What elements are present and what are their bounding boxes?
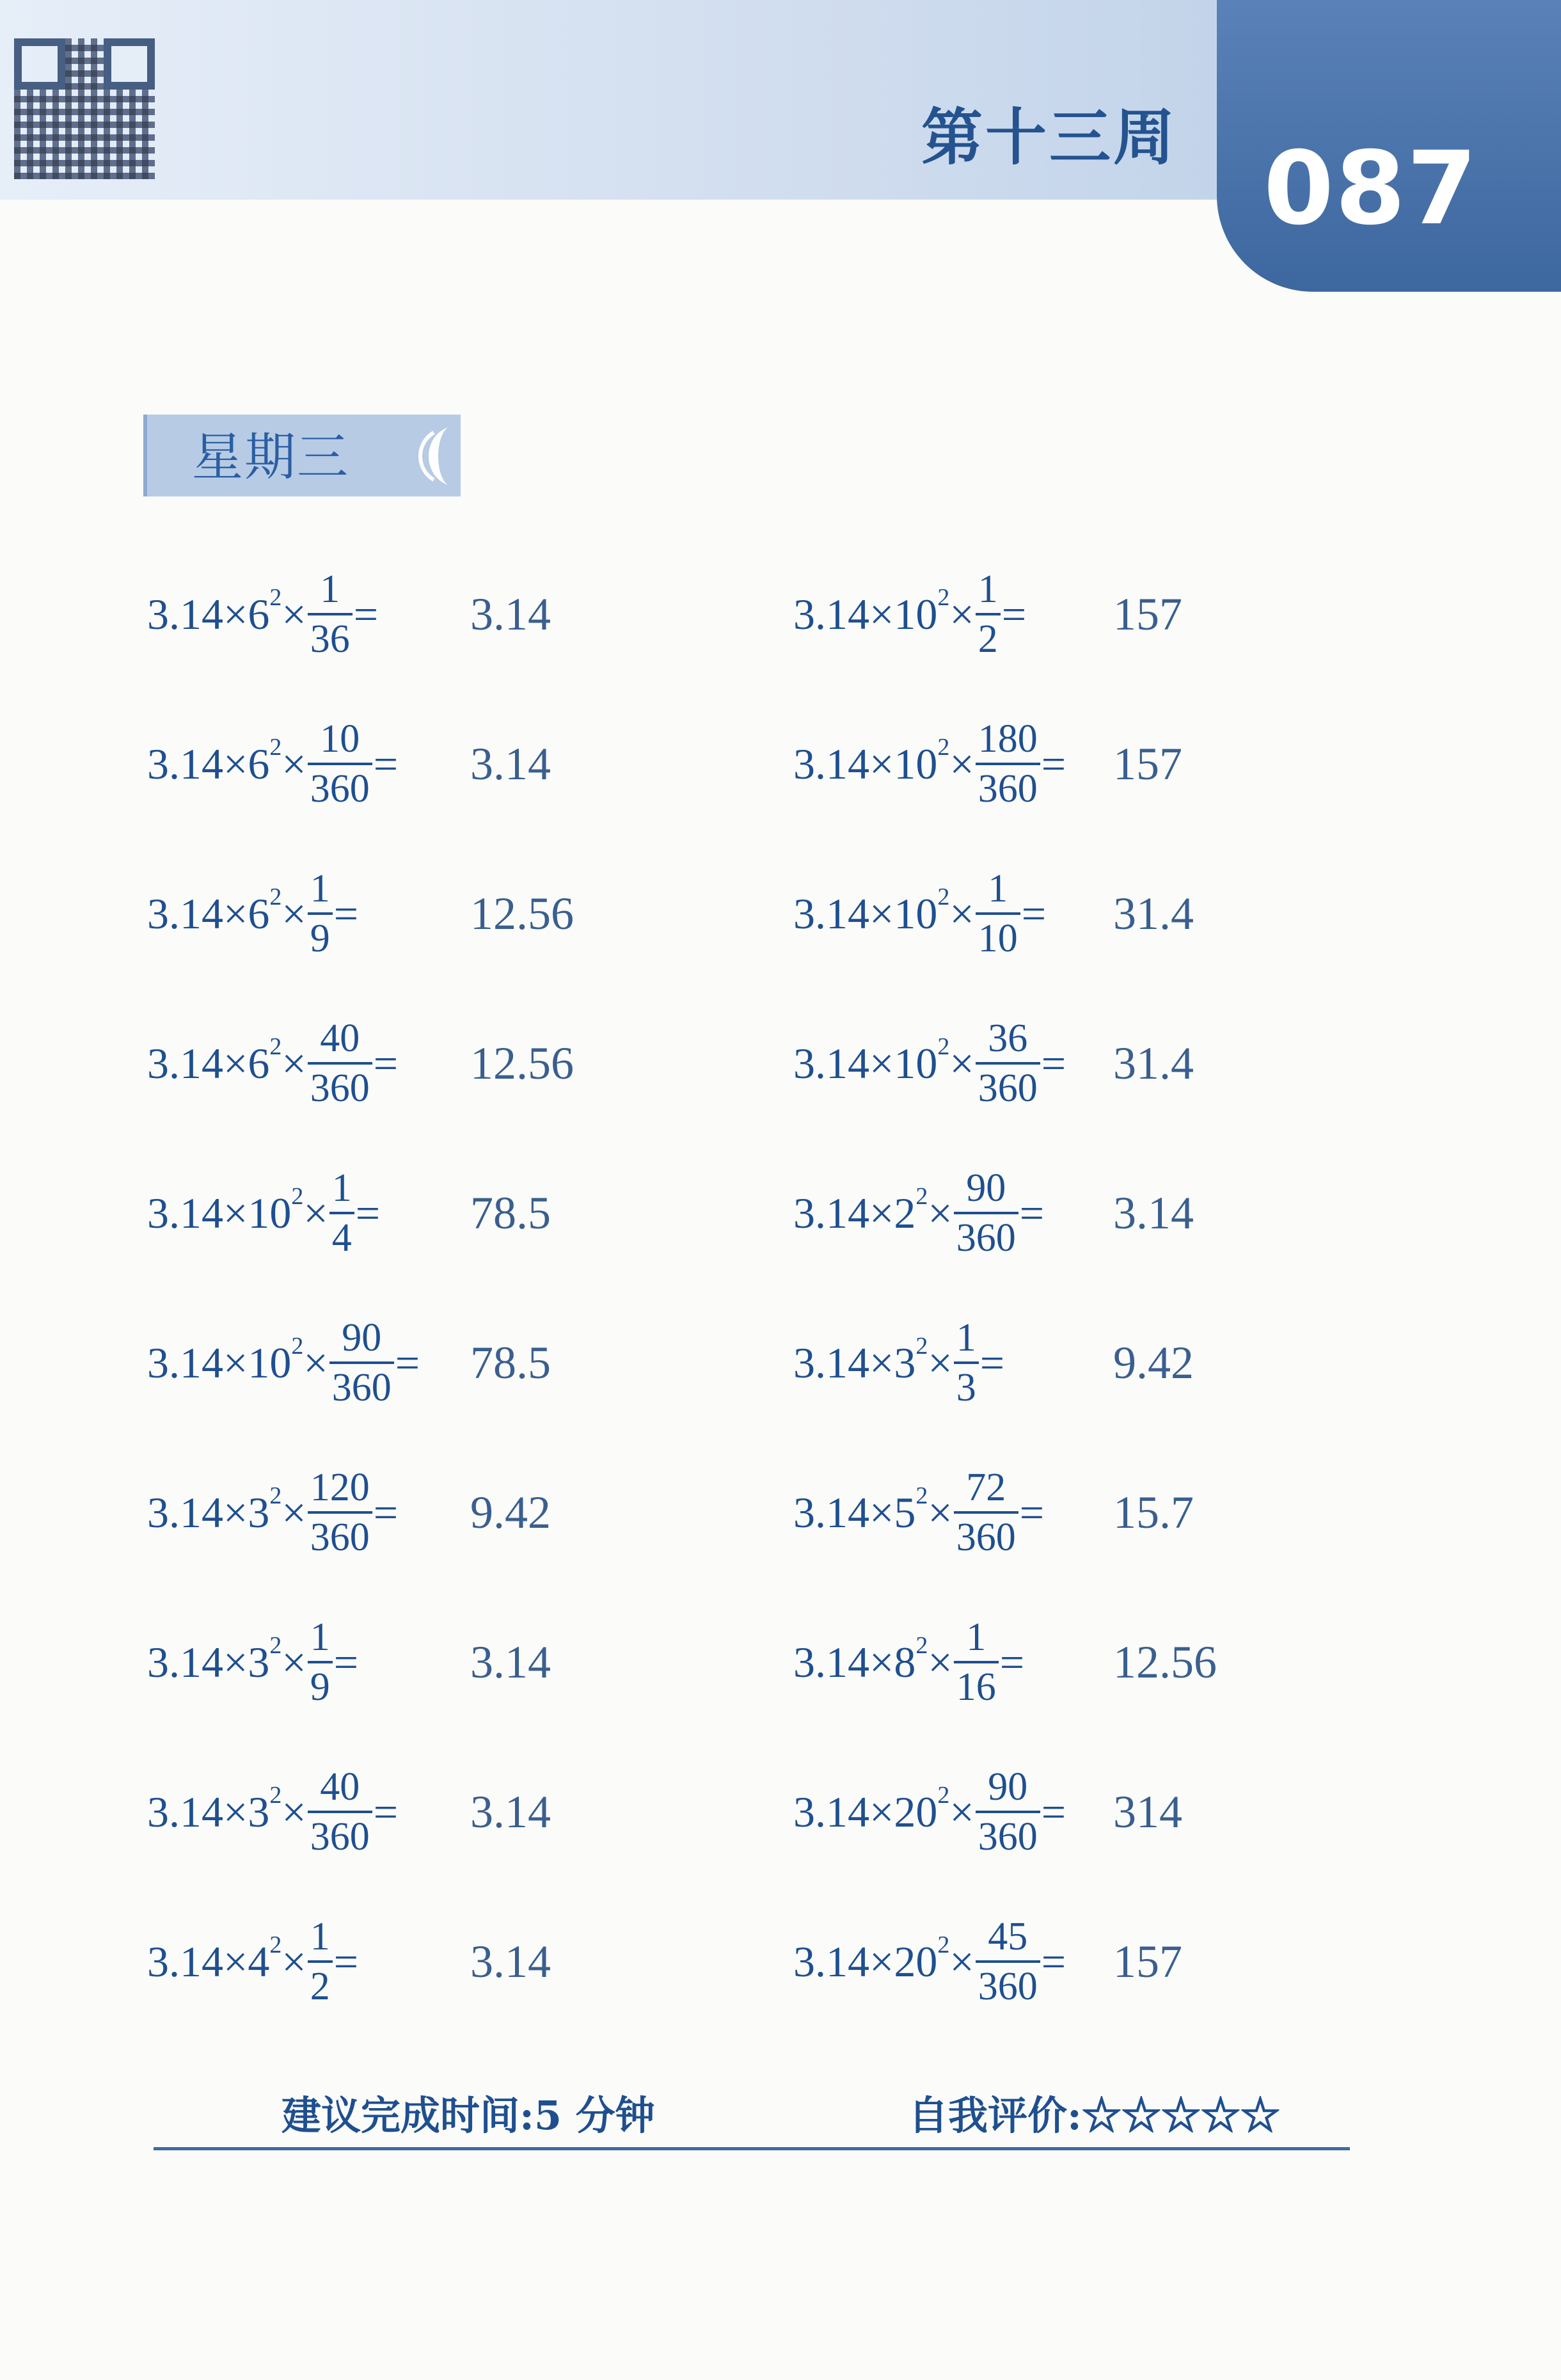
handwritten-answer: 3.14 — [470, 1936, 551, 1987]
handwritten-answer: 12.56 — [1113, 1637, 1217, 1688]
coefficient: 3.14 — [147, 1188, 223, 1237]
times-sign: × — [869, 889, 894, 938]
equals-sign: = — [373, 739, 399, 788]
problem-item — [793, 1767, 1066, 1857]
base: 10 — [248, 1338, 292, 1387]
base: 6 — [248, 739, 270, 788]
times-sign: × — [869, 1637, 894, 1686]
qr-code-icon — [14, 38, 155, 179]
fraction — [308, 1019, 372, 1108]
coefficient: 3.14 — [793, 1038, 869, 1088]
exponent: 2 — [937, 734, 950, 761]
footer-divider — [154, 2147, 1350, 2150]
problem-expression — [793, 1468, 1044, 1557]
times-sign: × — [869, 739, 894, 788]
week-title: 第十三周 — [921, 102, 1177, 173]
problem-item — [793, 869, 1046, 958]
exponent: 2 — [269, 1632, 282, 1659]
handwritten-answer: 9.42 — [470, 1487, 551, 1538]
problem-expression — [147, 1468, 398, 1557]
coefficient: 3.14 — [793, 1637, 869, 1686]
denominator: 360 — [976, 1811, 1040, 1857]
handwritten-answer: 3.14 — [470, 1637, 551, 1688]
problem-item — [793, 1019, 1066, 1108]
times-sign: × — [223, 1188, 248, 1237]
numerator: 36 — [988, 1017, 1028, 1060]
equals-sign: = — [999, 1637, 1025, 1686]
base: 20 — [894, 1937, 938, 1986]
base: 10 — [248, 1188, 292, 1237]
problem-item — [147, 569, 378, 659]
equals-sign: = — [333, 1937, 359, 1986]
fraction — [308, 1917, 333, 2006]
exponent: 2 — [915, 1632, 928, 1659]
exponent: 2 — [937, 1782, 950, 1809]
fraction — [308, 1617, 333, 1707]
problem-expression — [147, 1019, 398, 1108]
equals-sign: = — [1041, 1038, 1066, 1088]
equals-sign: = — [1041, 1787, 1066, 1836]
day-label: 星期三 — [192, 427, 349, 487]
base: 2 — [894, 1188, 916, 1237]
fraction — [976, 1019, 1040, 1108]
base: 8 — [894, 1637, 916, 1686]
times-sign: × — [281, 589, 306, 639]
fraction — [954, 1468, 1018, 1557]
exponent: 2 — [269, 1782, 282, 1809]
times-sign: × — [949, 589, 974, 639]
base: 20 — [894, 1787, 938, 1836]
denominator: 9 — [308, 1661, 333, 1707]
times-sign: × — [869, 1188, 894, 1237]
problem-expression — [147, 1168, 380, 1258]
exponent: 2 — [269, 1482, 282, 1509]
denominator: 360 — [308, 1062, 372, 1108]
coefficient: 3.14 — [147, 1488, 223, 1537]
handwritten-answer: 3.14 — [470, 738, 551, 789]
numerator: 1 — [988, 867, 1008, 910]
fraction — [976, 1917, 1040, 2006]
base: 3 — [248, 1488, 270, 1537]
coefficient: 3.14 — [147, 589, 223, 639]
fraction — [954, 1318, 979, 1408]
equals-sign: = — [333, 1637, 359, 1686]
denominator: 9 — [308, 912, 333, 958]
numerator: 40 — [320, 1017, 360, 1060]
handwritten-answer: 12.56 — [470, 1038, 574, 1089]
equals-sign: = — [373, 1787, 399, 1836]
fraction — [329, 1318, 394, 1408]
problem-item — [147, 719, 398, 809]
handwritten-answer: 157 — [1113, 1936, 1182, 1987]
exponent: 2 — [915, 1183, 928, 1210]
times-sign: × — [223, 1937, 248, 1986]
problem-item — [793, 1168, 1044, 1258]
exponent: 2 — [915, 1482, 928, 1509]
coefficient: 3.14 — [147, 739, 223, 788]
coefficient: 3.14 — [147, 1637, 223, 1686]
times-sign: × — [949, 889, 974, 938]
equals-sign: = — [1001, 589, 1027, 639]
fraction — [976, 869, 1020, 958]
times-sign: × — [281, 1937, 306, 1986]
times-sign: × — [928, 1637, 953, 1686]
exponent: 2 — [269, 1033, 282, 1060]
problem-expression — [793, 569, 1026, 659]
times-sign: × — [949, 1937, 974, 1986]
coefficient: 3.14 — [793, 889, 869, 938]
fraction — [308, 569, 353, 659]
denominator: 36 — [308, 613, 353, 659]
denominator: 10 — [976, 912, 1020, 958]
equals-sign: = — [1019, 1488, 1045, 1537]
times-sign: × — [281, 1637, 306, 1686]
denominator: 3 — [954, 1361, 979, 1408]
times-sign: × — [281, 1488, 306, 1537]
problem-expression — [793, 1617, 1024, 1707]
handwritten-answer: 78.5 — [470, 1187, 551, 1239]
times-sign: × — [928, 1188, 953, 1237]
handwritten-answer: 3.14 — [470, 1786, 551, 1837]
base: 6 — [248, 889, 270, 938]
times-sign: × — [223, 1338, 248, 1387]
fraction — [976, 1767, 1040, 1857]
times-sign: × — [869, 1338, 894, 1387]
times-sign: × — [928, 1338, 953, 1387]
handwritten-answer: 31.4 — [1113, 1038, 1194, 1089]
coefficient: 3.14 — [147, 1038, 223, 1088]
coefficient: 3.14 — [147, 1338, 223, 1387]
coefficient: 3.14 — [793, 1188, 869, 1237]
handwritten-answer: 9.42 — [1113, 1337, 1194, 1388]
equals-sign: = — [1041, 1937, 1066, 1986]
denominator: 16 — [954, 1661, 999, 1707]
denominator: 4 — [329, 1212, 354, 1258]
handwritten-answer: 12.56 — [470, 888, 574, 939]
numerator: 40 — [320, 1765, 360, 1809]
handwritten-answer: 157 — [1113, 738, 1182, 789]
exponent: 2 — [269, 734, 282, 761]
equals-sign: = — [395, 1338, 420, 1387]
exponent: 2 — [291, 1333, 304, 1360]
problem-expression — [147, 1917, 358, 2006]
problem-expression — [793, 869, 1046, 958]
problem-expression — [793, 1318, 1004, 1408]
numerator: 90 — [342, 1316, 382, 1360]
base: 5 — [894, 1488, 916, 1537]
base: 10 — [894, 589, 938, 639]
coefficient: 3.14 — [793, 1937, 869, 1986]
problem-item — [147, 869, 358, 958]
times-sign: × — [281, 1038, 306, 1088]
denominator: 360 — [308, 1511, 372, 1557]
numerator: 120 — [310, 1466, 370, 1509]
crescent-icon — [409, 421, 454, 491]
numerator: 45 — [988, 1915, 1028, 1958]
times-sign: × — [223, 1488, 248, 1537]
base: 10 — [894, 1038, 938, 1088]
times-sign: × — [869, 1488, 894, 1537]
problem-expression — [793, 1917, 1066, 2006]
coefficient: 3.14 — [793, 1338, 869, 1387]
coefficient: 3.14 — [793, 1488, 869, 1537]
handwritten-answer: 31.4 — [1113, 888, 1194, 939]
fraction — [976, 569, 1001, 659]
handwritten-answer: 15.7 — [1113, 1487, 1194, 1538]
base: 3 — [248, 1637, 270, 1686]
equals-sign: = — [353, 589, 379, 639]
exponent: 2 — [937, 584, 950, 611]
base: 6 — [248, 589, 270, 639]
handwritten-answer: 78.5 — [470, 1337, 551, 1388]
denominator: 2 — [976, 613, 1001, 659]
numerator: 90 — [966, 1166, 1006, 1210]
problem-expression — [793, 1019, 1066, 1108]
coefficient: 3.14 — [147, 1937, 223, 1986]
problem-expression — [793, 1767, 1066, 1857]
problem-item — [793, 1468, 1044, 1557]
handwritten-answer: 157 — [1113, 589, 1182, 640]
equals-sign: = — [373, 1038, 399, 1088]
numerator: 72 — [966, 1466, 1006, 1509]
coefficient: 3.14 — [147, 889, 223, 938]
denominator: 360 — [308, 763, 372, 809]
exponent: 2 — [291, 1183, 304, 1210]
handwritten-answer: 3.14 — [1113, 1187, 1194, 1239]
problem-item — [147, 1617, 358, 1707]
times-sign: × — [223, 889, 248, 938]
times-sign: × — [223, 739, 248, 788]
problem-expression — [793, 719, 1066, 809]
base: 10 — [894, 889, 938, 938]
fraction — [329, 1168, 354, 1258]
problem-item — [147, 1917, 358, 2006]
problem-expression — [147, 569, 378, 659]
numerator: 1 — [320, 567, 340, 611]
times-sign: × — [869, 1937, 894, 1986]
problem-item — [147, 1468, 398, 1557]
denominator: 360 — [976, 1960, 1040, 2006]
denominator: 360 — [954, 1511, 1018, 1557]
problem-expression — [147, 1617, 358, 1707]
times-sign: × — [303, 1338, 328, 1387]
numerator: 90 — [988, 1765, 1028, 1809]
times-sign: × — [281, 739, 306, 788]
denominator: 360 — [976, 763, 1040, 809]
denominator: 360 — [308, 1811, 372, 1857]
times-sign: × — [949, 739, 974, 788]
equals-sign: = — [979, 1338, 1005, 1387]
times-sign: × — [223, 1637, 248, 1686]
numerator: 1 — [310, 1915, 330, 1958]
problem-expression — [147, 719, 398, 809]
numerator: 1 — [966, 1615, 987, 1659]
problem-item — [793, 1917, 1066, 2006]
fraction — [976, 719, 1040, 809]
problem-expression — [147, 869, 358, 958]
equals-sign: = — [1041, 739, 1066, 788]
coefficient: 3.14 — [793, 1787, 869, 1836]
fraction — [308, 1767, 372, 1857]
base: 3 — [248, 1787, 270, 1836]
coefficient: 3.14 — [147, 1787, 223, 1836]
numerator: 1 — [956, 1316, 976, 1360]
exponent: 2 — [269, 1932, 282, 1958]
problem-item — [147, 1168, 380, 1258]
times-sign: × — [223, 1787, 248, 1836]
exponent: 2 — [937, 1932, 950, 1958]
times-sign: × — [869, 589, 894, 639]
problem-expression — [147, 1767, 398, 1857]
base: 6 — [248, 1038, 270, 1088]
exponent: 2 — [937, 1033, 950, 1060]
equals-sign: = — [355, 1188, 381, 1237]
fraction — [308, 719, 372, 809]
problem-item — [147, 1019, 398, 1108]
times-sign: × — [928, 1488, 953, 1537]
equals-sign: = — [373, 1488, 399, 1537]
problem-expression — [793, 1168, 1044, 1258]
problem-item — [793, 719, 1066, 809]
problem-item — [147, 1318, 420, 1408]
fraction — [954, 1617, 999, 1707]
equals-sign: = — [1021, 889, 1047, 938]
problem-item — [793, 1318, 1004, 1408]
page-number: 087 — [1264, 130, 1478, 248]
numerator: 1 — [310, 1615, 330, 1659]
times-sign: × — [223, 1038, 248, 1088]
fraction — [954, 1168, 1018, 1258]
times-sign: × — [869, 1787, 894, 1836]
denominator: 2 — [308, 1960, 333, 2006]
numerator: 1 — [310, 867, 330, 910]
exponent: 2 — [937, 884, 950, 910]
handwritten-answer: 3.14 — [470, 589, 551, 640]
problem-item — [793, 1617, 1024, 1707]
times-sign: × — [223, 589, 248, 639]
handwritten-answer: 314 — [1113, 1786, 1182, 1837]
base: 4 — [248, 1937, 270, 1986]
times-sign: × — [281, 889, 306, 938]
denominator: 360 — [954, 1212, 1018, 1258]
exponent: 2 — [269, 884, 282, 910]
times-sign: × — [869, 1038, 894, 1088]
coefficient: 3.14 — [793, 589, 869, 639]
times-sign: × — [303, 1188, 328, 1237]
problem-item — [147, 1767, 398, 1857]
coefficient: 3.14 — [793, 739, 869, 788]
self-evaluation: 自我评价:☆☆☆☆☆ — [908, 2092, 1280, 2139]
numerator: 1 — [978, 567, 998, 611]
denominator: 360 — [329, 1361, 394, 1408]
problem-item — [793, 569, 1026, 659]
times-sign: × — [281, 1787, 306, 1836]
base: 10 — [894, 739, 938, 788]
equals-sign: = — [333, 889, 359, 938]
exponent: 2 — [915, 1333, 928, 1360]
times-sign: × — [949, 1787, 974, 1836]
suggested-time: 建议完成时间:5 分钟 — [281, 2092, 655, 2139]
problem-expression — [147, 1318, 420, 1408]
fraction — [308, 1468, 372, 1557]
numerator: 10 — [320, 717, 360, 761]
times-sign: × — [949, 1038, 974, 1088]
equals-sign: = — [1019, 1188, 1045, 1237]
exponent: 2 — [269, 584, 282, 611]
denominator: 360 — [976, 1062, 1040, 1108]
numerator: 1 — [331, 1166, 352, 1210]
fraction — [308, 869, 333, 958]
base: 3 — [894, 1338, 916, 1387]
numerator: 180 — [978, 717, 1038, 761]
